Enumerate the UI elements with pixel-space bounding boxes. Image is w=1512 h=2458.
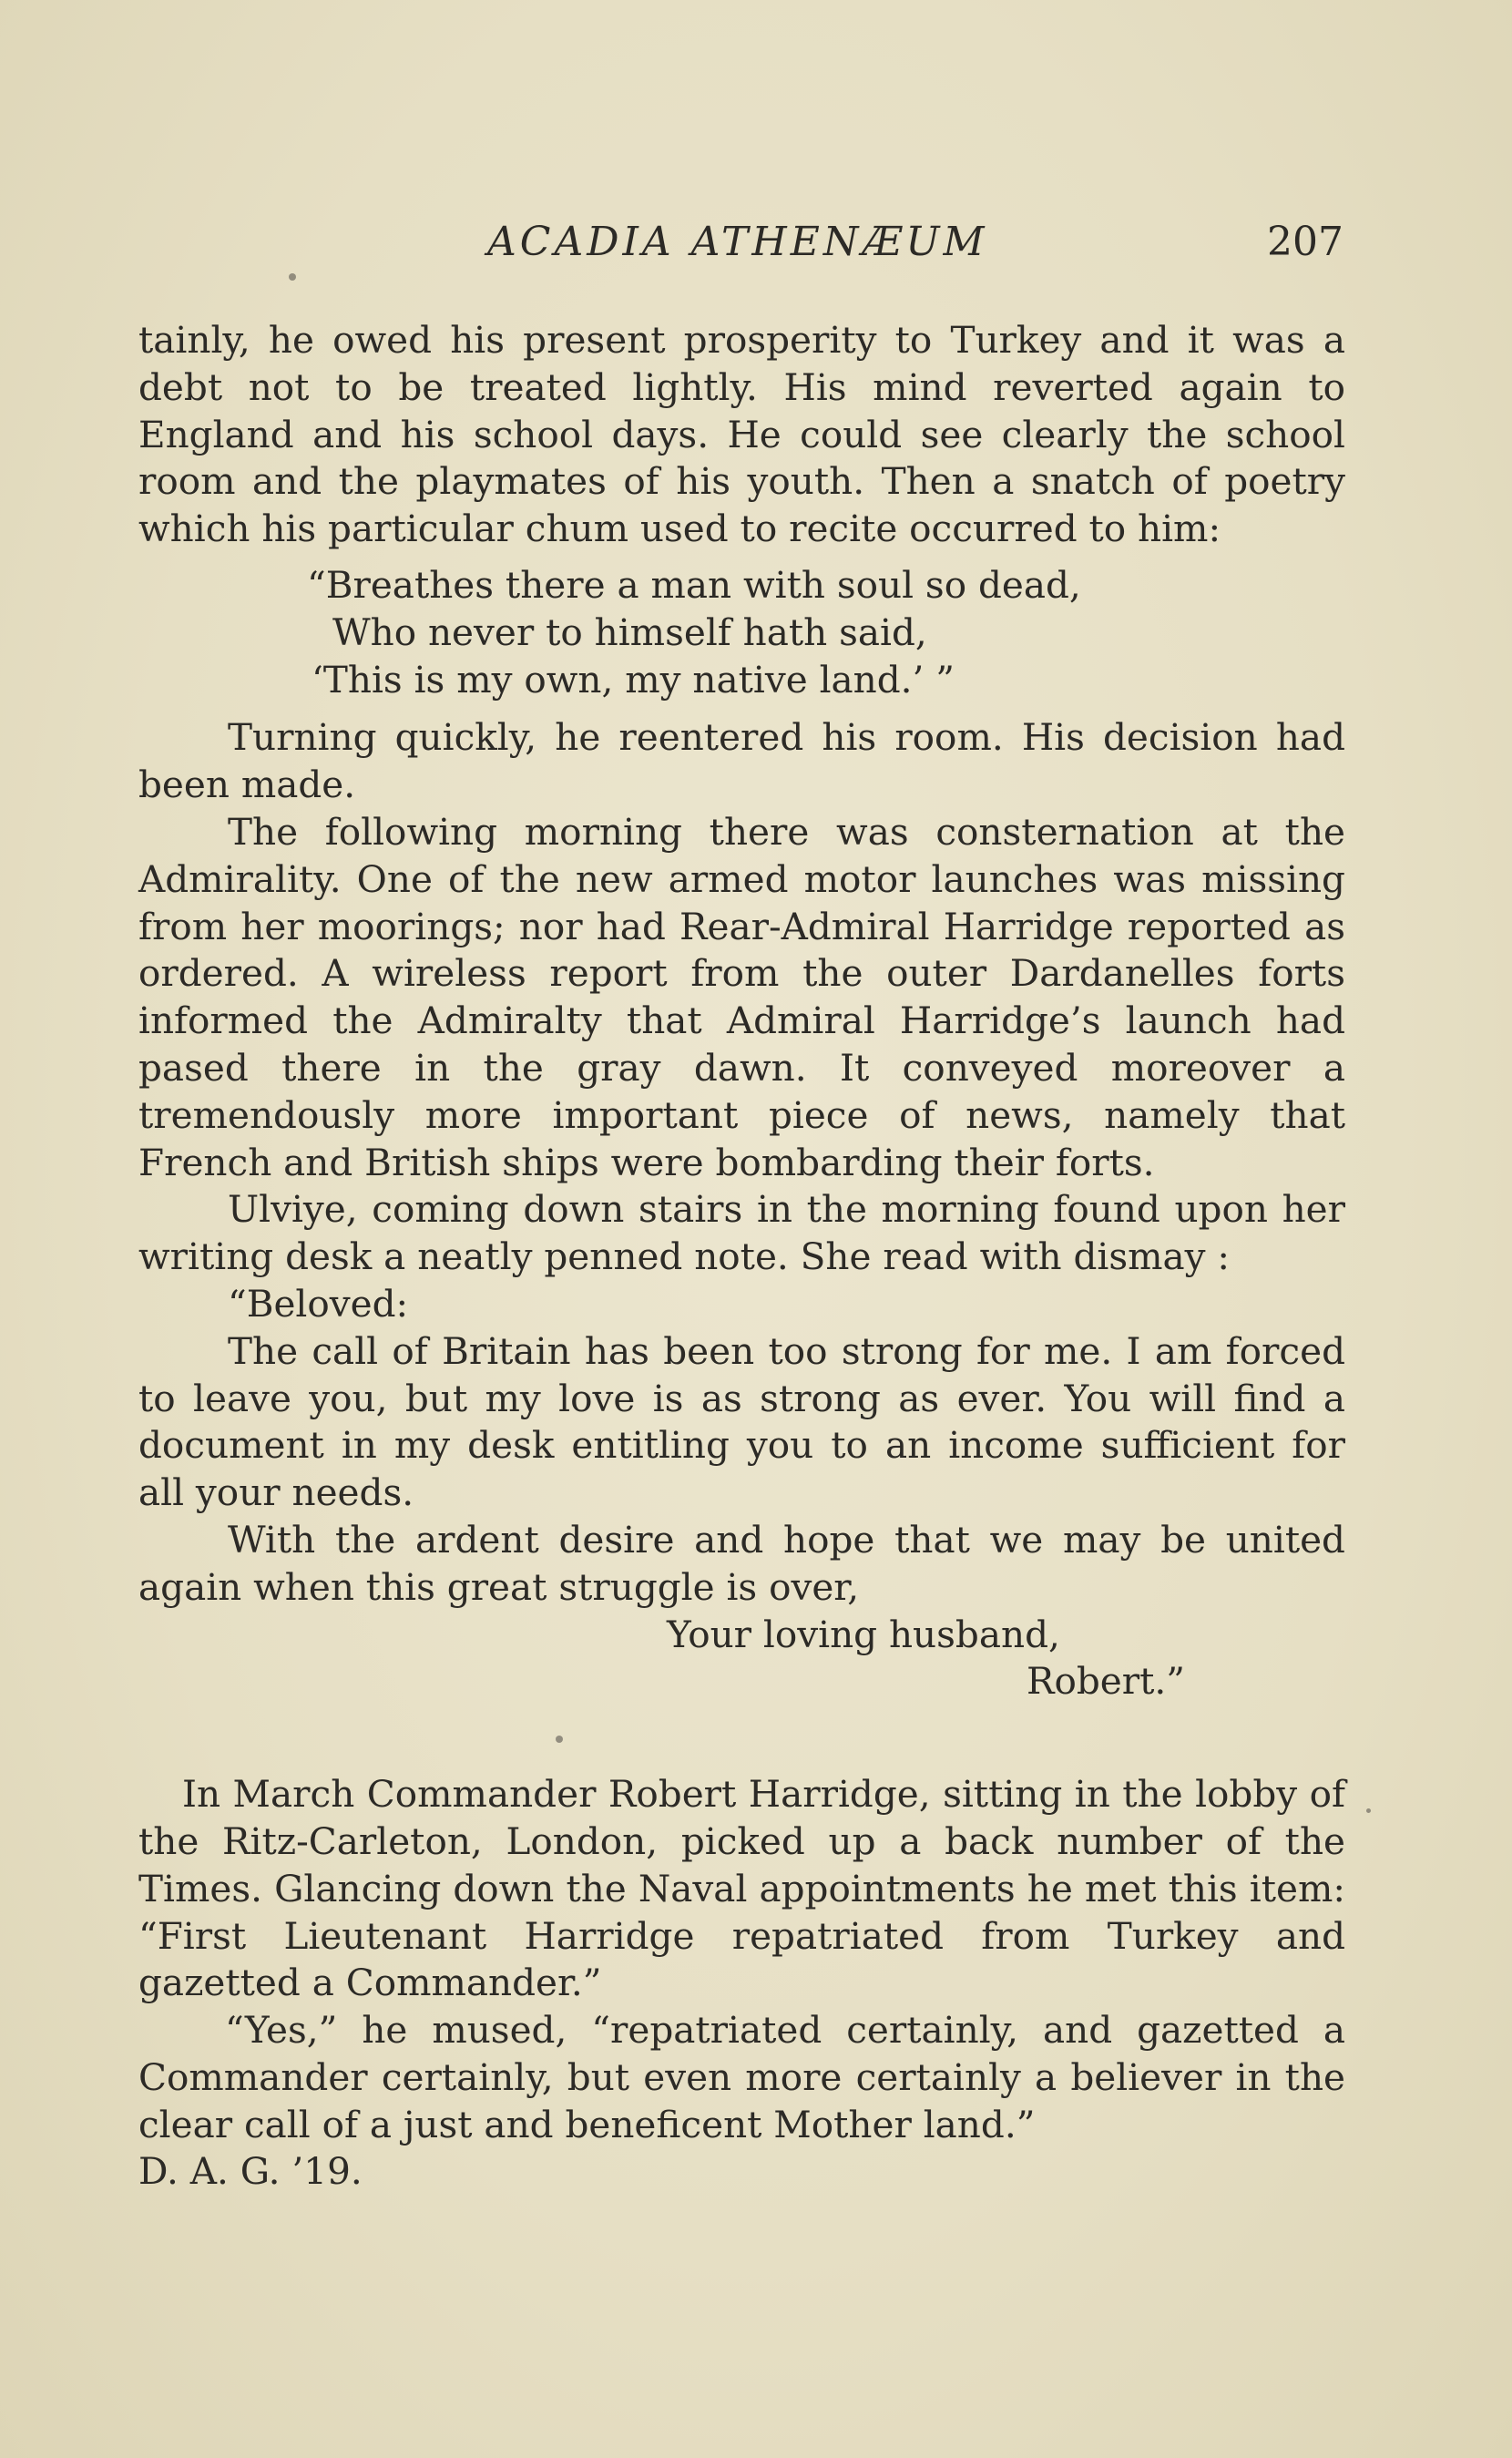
section-break (138, 1705, 1345, 1771)
verse-line: “Breathes there a man with soul so dead, (307, 562, 1081, 607)
ink-speck (556, 1736, 563, 1743)
letter-signature: Robert.” (1027, 1659, 1185, 1704)
letter-paragraph: With the ardent desire and hope that we may be united again when this great struggle is over, (138, 1517, 1345, 1609)
verse-line: ‘This is my own, my native land.’ ” (312, 657, 955, 702)
running-title: ACADIA ATHENÆUM (487, 219, 988, 265)
paragraph: In March Commander Robert Harridge, sitting in the lobby of the Ritz-Carleton, London, picked up a back number of the Times. Glancing down the Naval appointments he met this item: “First Lieutenant Harridge repatriated from Turkey and gazetted a Commander.” (138, 1772, 1345, 2005)
page-number: 207 (1267, 219, 1343, 265)
verse-quote (138, 562, 1345, 703)
article-body (138, 317, 1345, 2196)
letter-salutation: “Beloved: (228, 1281, 409, 1326)
letter-paragraph: The call of Britain has been too strong for me. I am forced to leave you, but my love is as strong as ever. You will find a document in my desk entitling you to an income sufficient for all your needs. (138, 1328, 1345, 1515)
page-header (137, 219, 1343, 282)
paragraph: tainly, he owed his present prosperity to Turkey and it was a debt not to be treated lightly. His mind reverted again to England and his school days. He could see clearly the school room and the playmates of his youth. Then a snatch of poetry which his particular chum used to recite occurred to him: (138, 318, 1345, 551)
paragraph: Ulviye, coming down stairs in the morning found upon her writing desk a neatly penned note. She read with dismay : (138, 1187, 1345, 1279)
ink-speck (289, 273, 296, 281)
paragraph: “Yes,” he mused, “repatriated certainly, and gazetted a Commander certainly, but even more certainly a believer in the clear call of a just and beneficent Mother land.” (138, 2008, 1345, 2146)
letter-closing: Your loving husband, (667, 1612, 1060, 1656)
paragraph: Turning quickly, he reentered his room. His decision had been made. (138, 715, 1345, 807)
verse-line: Who never to himself hath said, (332, 609, 927, 654)
author-initials: D. A. G. ’19. (138, 2149, 363, 2194)
ink-speck (1366, 1808, 1371, 1813)
paragraph: The following morning there was consternation at the Admirality. One of the new armed motor launches was missing from her moorings; nor had Rear-Admiral Harridge reported as ordered. A wireless report from the outer Dardanelles forts informed the Admiralty that Admiral Harridge’s launch had pased there in the gray dawn. It conveyed moreover a tremendously more important piece of news, namely that French and British ships were bombarding their forts. (138, 809, 1345, 1184)
